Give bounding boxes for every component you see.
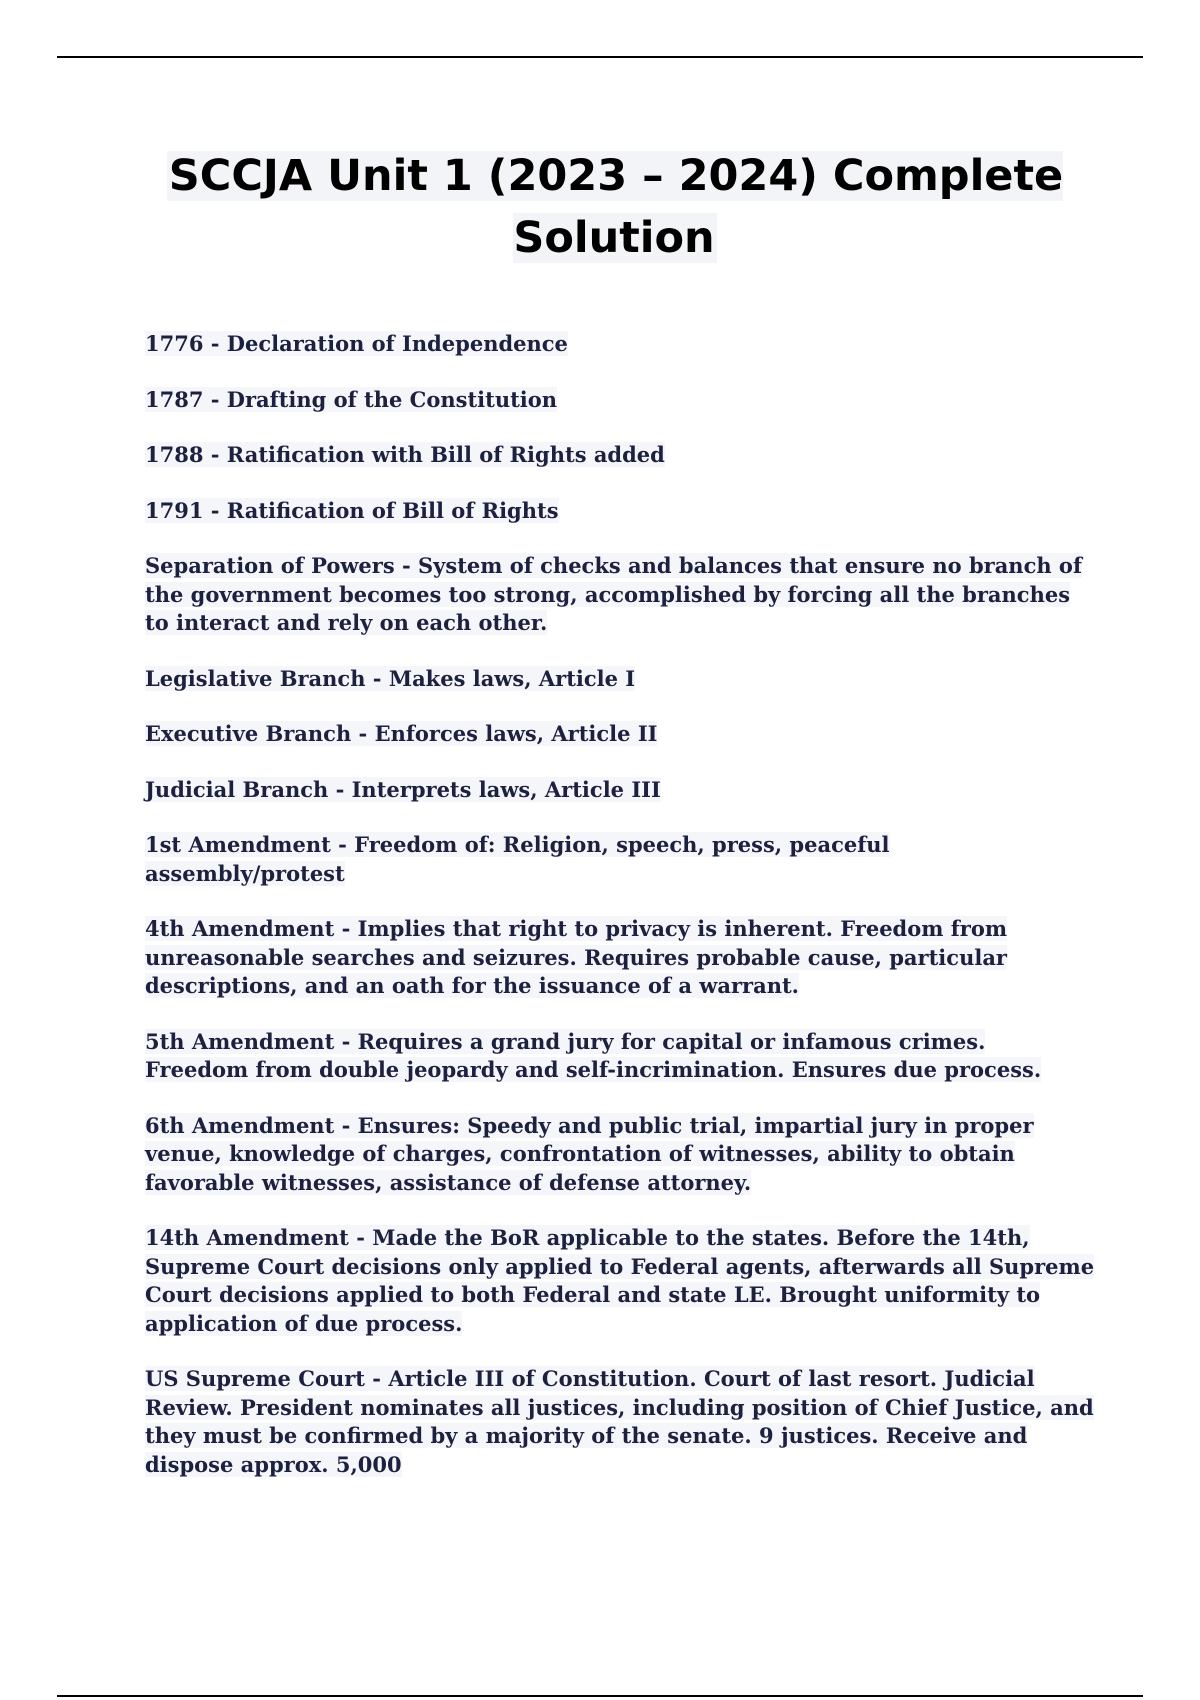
entry-separation-of-powers: Separation of Powers - System of checks and balances that ensure no branch of the government becomes too strong, accomplished by forcing all the branches to interact and rely on each other. xyxy=(145,553,1082,635)
entry-1776: 1776 - Declaration of Independence xyxy=(145,331,568,356)
entry-list xyxy=(145,330,1095,1506)
entry-us-supreme-court: US Supreme Court - Article III of Constitution. Court of last resort. Judicial Review. President nominates all justices, including position of Chief Justice, and they must be confirmed by a majority of the senate. 9 justices. Receive and dispose approx. 5,000 xyxy=(145,1366,1094,1477)
entry-4th-amendment: 4th Amendment - Implies that right to privacy is inherent. Freedom from unreasonable searches and seizures. Requires probable cause, particular descriptions, and an oath for the issuance of a warrant. xyxy=(145,916,1008,998)
entry-1st-amendment: 1st Amendment - Freedom of: Religion, speech, press, peaceful assembly/protest xyxy=(145,832,890,886)
entry-5th-amendment: 5th Amendment - Requires a grand jury for capital or infamous crimes. Freedom from double jeopardy and self-incrimination. Ensures due process. xyxy=(145,1028,1042,1082)
entry-6th-amendment: 6th Amendment - Ensures: Speedy and public trial, impartial jury in proper venue, knowledge of charges, confrontation of witnesses, ability to obtain favorable witnesses, assistance of defense attorney. xyxy=(145,1112,1034,1195)
entry-1788: 1788 - Ratification with Bill of Rights added xyxy=(145,442,665,467)
top-divider xyxy=(57,56,1143,58)
entry-judicial-branch: Judicial Branch - Interprets laws, Article III xyxy=(145,776,661,802)
entry-1787: 1787 - Drafting of the Constitution xyxy=(145,386,558,412)
entry-legislative-branch: Legislative Branch - Makes laws, Article I xyxy=(145,665,636,691)
entry-executive-branch: Executive Branch - Enforces laws, Article II xyxy=(145,721,658,746)
entry-1791: 1791 - Ratification of Bill of Rights xyxy=(145,497,559,523)
entry-14th-amendment: 14th Amendment - Made the BoR applicable to the states. Before the 14th, Supreme Court decisions only applied to Federal agents, afterwards all Supreme Court decisions applied to both Federal and state LE. Brought uniformity to application of due process. xyxy=(145,1225,1095,1336)
page-title xyxy=(140,145,1090,269)
bottom-divider xyxy=(57,1695,1143,1697)
page-title-text: SCCJA Unit 1 (2023 – 2024) Complete Solution xyxy=(168,151,1064,263)
